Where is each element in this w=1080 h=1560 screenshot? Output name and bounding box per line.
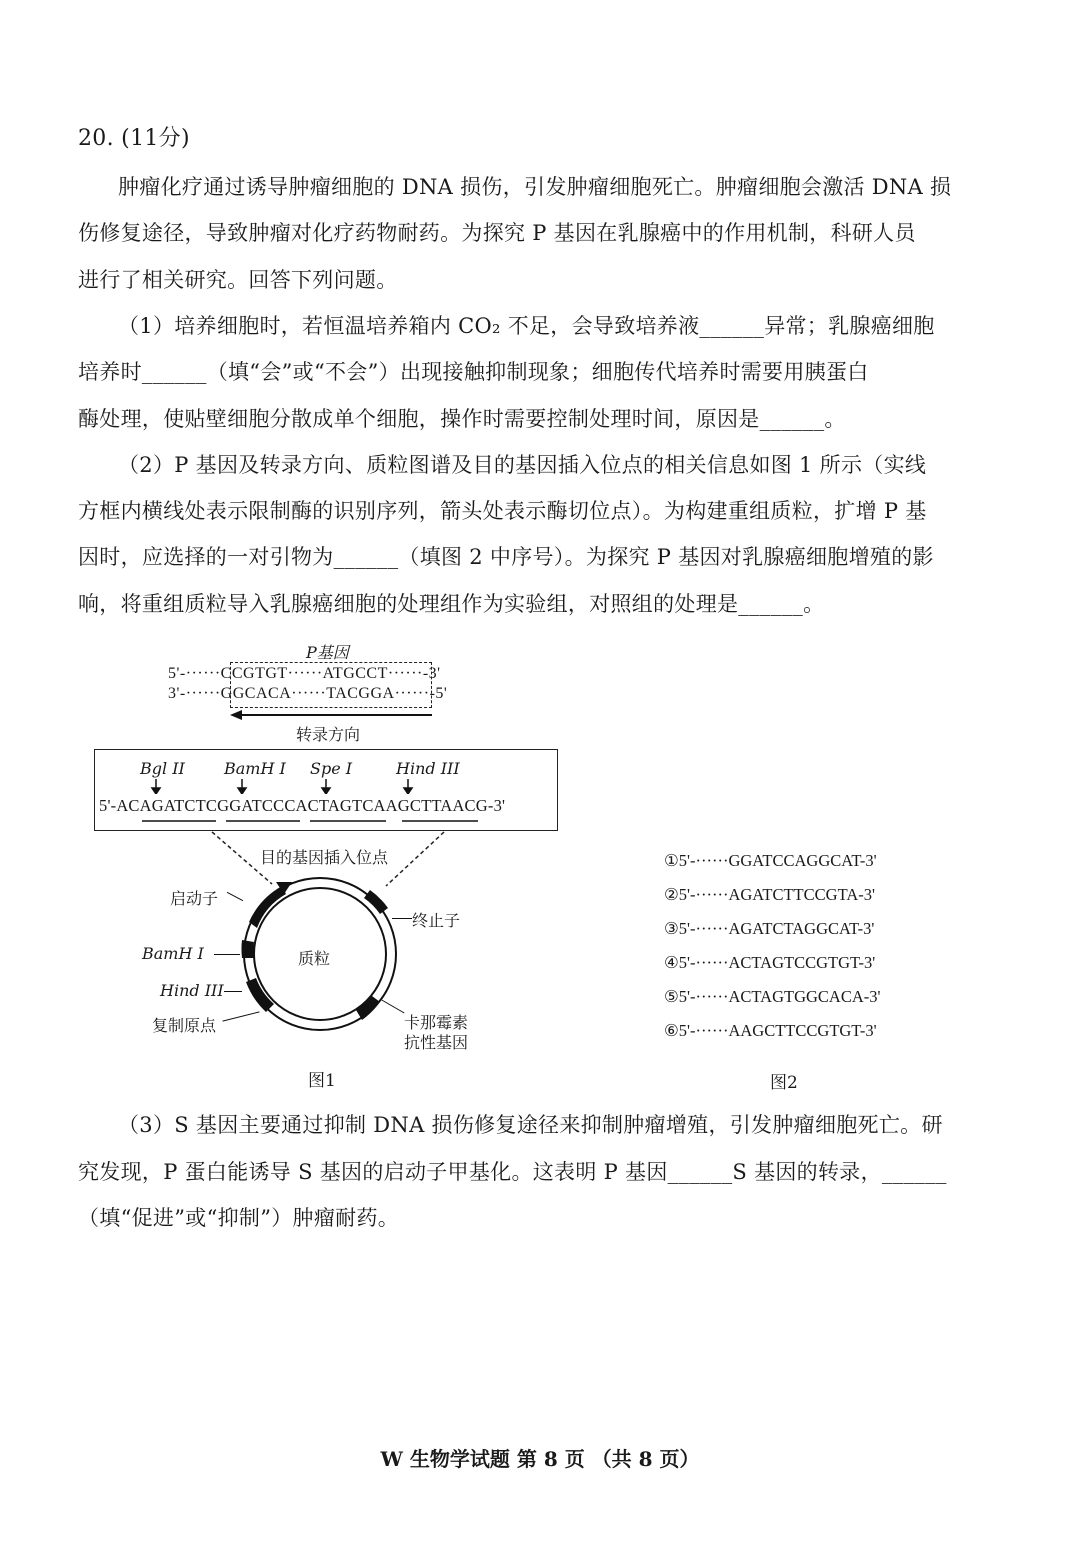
p-gene-bottom-strand: 3'-······GGCACA······TACGGA······-5' (168, 685, 448, 702)
primer-5: ⑤5'-······ACTAGTGGCACA-3' (664, 987, 881, 1006)
kan-label-2: 抗性基因 (404, 1033, 469, 1052)
bamhi-leader-line (214, 954, 240, 955)
figure2-caption: 图2 (770, 1073, 798, 1093)
primer-1: ①5'-······GGATCCAGGCAT-3' (664, 851, 877, 870)
terminator-leader-line (392, 918, 412, 919)
primer-3: ③5'-······AGATCTAGGCAT-3' (664, 919, 875, 938)
primer-6: ⑥5'-······AAGCTTCCGTGT-3' (664, 1021, 877, 1040)
p-gene-title: P基因 (306, 643, 349, 662)
enzyme-spei: Spe I (310, 759, 353, 778)
origin-label: 复制原点 (152, 1016, 217, 1035)
part2-line-1: （2）P 基因及转录方向、质粒图谱及目的基因插入位点的相关信息如图 1 所示（实线 (118, 453, 927, 477)
intro-line-2: 伤修复途径，导致肿瘤对化疗药物耐药。为探究 P 基因在乳腺癌中的作用机制，科研人员 (78, 221, 916, 245)
page-footer: W 生物学试题 第 8 页 （共 8 页） (380, 1447, 700, 1471)
part1-line-2: 培养时______（填“会”或“不会”）出现接触抑制现象；细胞传代培养时需要用胰蛋白 (78, 360, 869, 384)
bamhi-plasmid-label: BamH I (142, 944, 204, 963)
part1-line-3: 酶处理，使贴壁细胞分散成单个细胞，操作时需要控制处理时间，原因是______。 (78, 407, 846, 431)
figure1-caption: 图1 (308, 1071, 336, 1091)
transcription-direction-label: 转录方向 (296, 725, 361, 744)
p-gene-top-strand: 5'-······CCGTGT······ATGCCT······-3' (168, 665, 441, 682)
part1-line-1: （1）培养细胞时，若恒温培养箱内 CO₂ 不足，会导致培养液______异常；乳腺癌细胞 (118, 314, 935, 338)
question-number: 20. (11分) (78, 126, 190, 151)
hindiii-plasmid-label: Hind III (160, 981, 224, 1000)
insert-site-label: 目的基因插入位点 (260, 848, 389, 867)
transcription-arrow-icon (230, 708, 434, 722)
kan-label-1: 卡那霉素 (404, 1013, 469, 1032)
primer-2: ②5'-······AGATCTTCCGTA-3' (664, 885, 875, 904)
enzyme-bamhi: BamH I (224, 759, 286, 778)
enzyme-hindiii: Hind III (396, 759, 460, 778)
cut-site-arrows-icon (94, 778, 556, 794)
p-gene-dashed-box (230, 662, 432, 708)
enzyme-bglii: Bgl II (140, 759, 185, 778)
site-sequence: 5'-ACAGATCTCGGATCCCACTAGTCAAGCTTAACG-3' (99, 796, 506, 815)
part3-line-3: （填“促进”或“抑制”）肿瘤耐药。 (78, 1206, 400, 1230)
intro-line-1: 肿瘤化疗通过诱导肿瘤细胞的 DNA 损伤，引发肿瘤细胞死亡。肿瘤细胞会激活 DNA 损 (118, 175, 952, 199)
plasmid-label: 质粒 (298, 949, 331, 968)
part3-line-2: 究发现，P 蛋白能诱导 S 基因的启动子甲基化。这表明 P 基因______S 基因的转录，______ (78, 1160, 947, 1184)
primer-4: ④5'-······ACTAGTCCGTGT-3' (664, 953, 876, 972)
part2-line-2: 方框内横线处表示限制酶的识别序列，箭头处表示酶切位点）。为构建重组质粒，扩增 P 基 (78, 499, 927, 523)
part2-line-3: 因时，应选择的一对引物为______（填图 2 中序号）。为探究 P 基因对乳腺癌细胞增殖的影 (78, 545, 934, 569)
intro-line-3: 进行了相关研究。回答下列问题。 (78, 268, 398, 292)
promoter-label: 启动子 (170, 889, 219, 908)
terminator-label: 终止子 (412, 911, 461, 930)
recognition-underlines (94, 818, 556, 824)
part2-line-4: 响，将重组质粒导入乳腺癌细胞的处理组作为实验组，对照组的处理是______。 (78, 592, 825, 616)
hindiii-leader-line (224, 991, 242, 992)
part3-line-1: （3）S 基因主要通过抑制 DNA 损伤修复途径来抑制肿瘤增殖，引发肿瘤细胞死亡。研 (118, 1113, 943, 1137)
